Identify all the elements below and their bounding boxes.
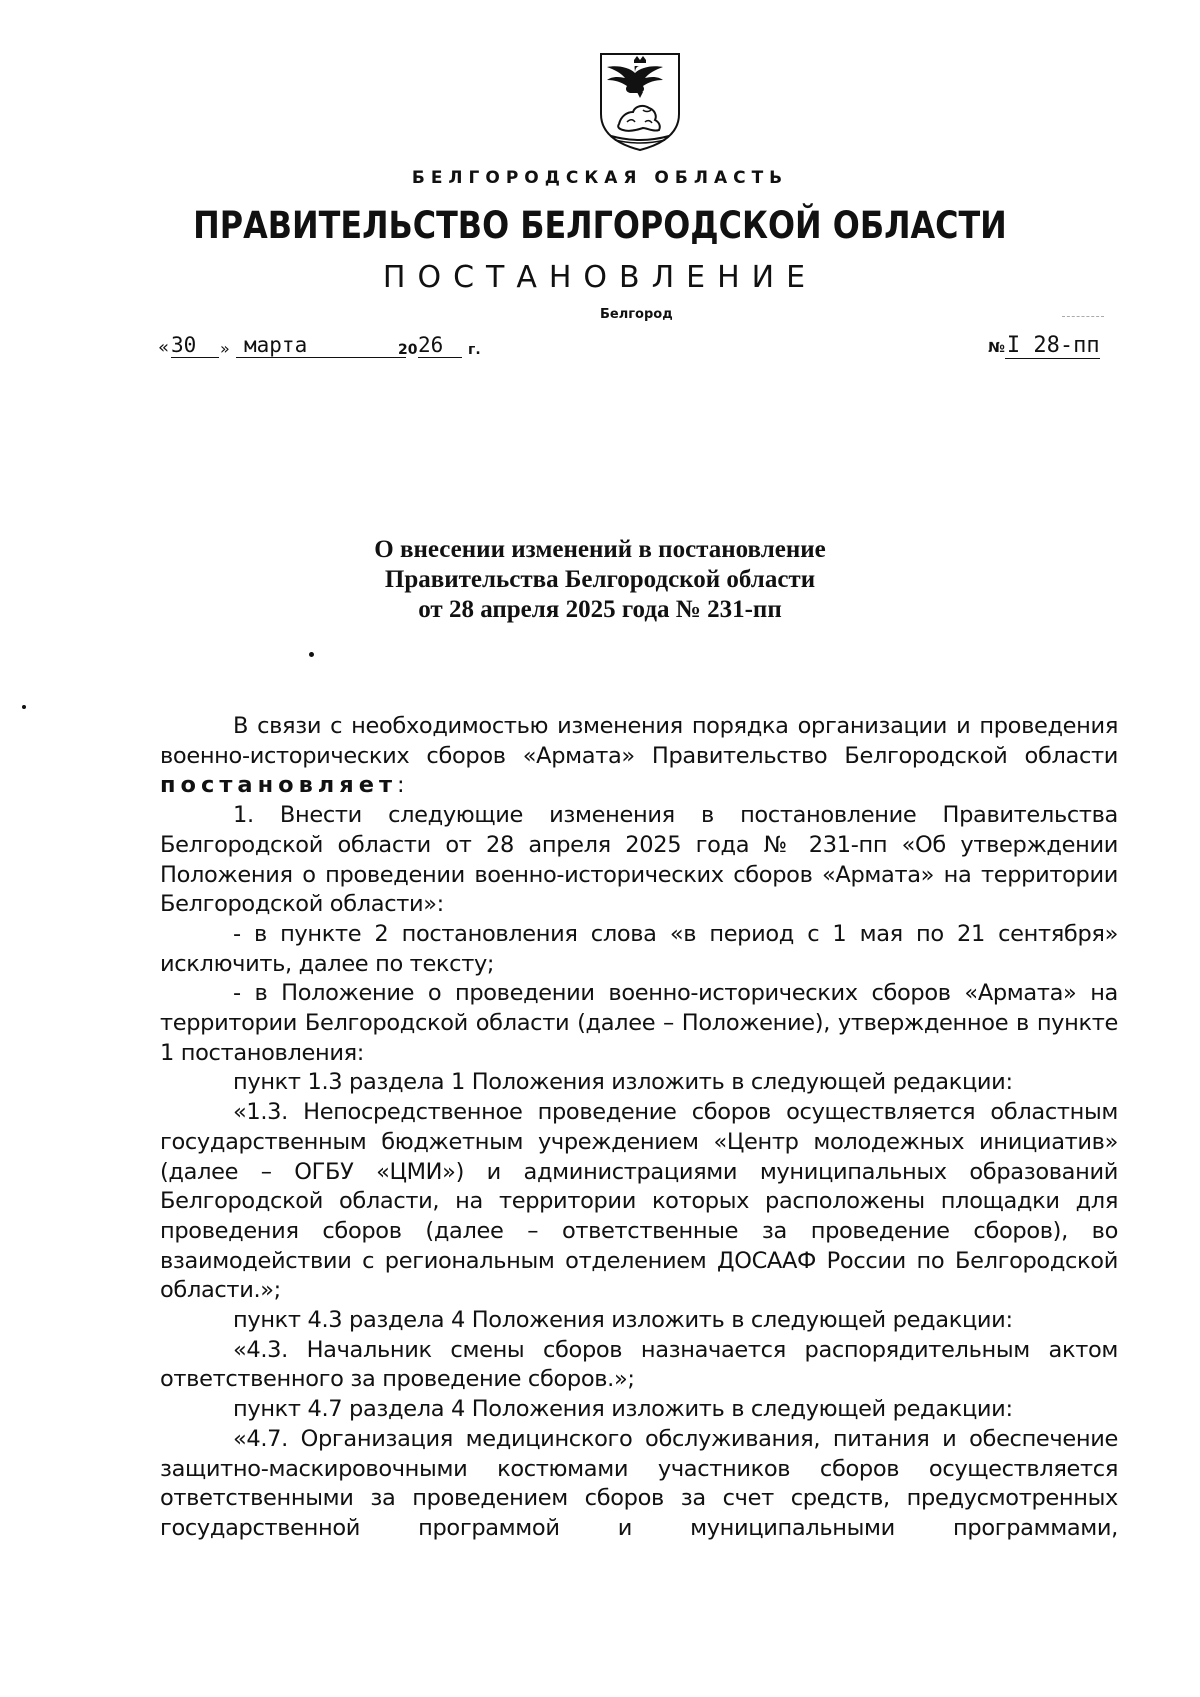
date-quote-open: « bbox=[158, 337, 170, 358]
document-type-heading: ПОСТАНОВЛЕНИЕ bbox=[382, 260, 818, 295]
paragraph-clause-4-7-intro: пункт 4.7 раздела 4 Положения изложить в следующей редакции: bbox=[233, 1396, 1013, 1423]
number-prefix: № bbox=[988, 340, 1005, 356]
title-line-2: Правительства Белгородской области bbox=[384, 566, 816, 593]
city-label: Белгород bbox=[600, 307, 673, 322]
paragraph-clause-4-3: «4.3. Начальник смены сборов назначается распорядительным актом ответственного за проведение сборов.»; bbox=[160, 1336, 1118, 1393]
paragraph-clause-1-3-intro: пункт 1.3 раздела 1 Положения изложить в следующей редакции: bbox=[233, 1069, 1013, 1096]
date-year-suffix: 26 bbox=[418, 333, 462, 358]
date-quote-close: » bbox=[220, 339, 230, 358]
paragraph-clause-4-7: «4.7. Организация медицинского обслуживания, питания и обеспечение защитно-маскировочными костюмами участников сборов осуществляется ответственными за проведением сборов за счет средств, предусмотренных государственной программой и муниципальными программами, bbox=[160, 1425, 1118, 1541]
document-number bbox=[988, 333, 1100, 359]
paragraph-clause-1-3: «1.3. Непосредственное проведение сборов осуществляется областным государственным бюджетным учреждением «Центр молодежных инициатив» (далее – ОГБУ «ЦМИ») и администрациями муниципальных образований Белгородской области, на территории которых расположены площадки для проведения сборов (далее – ответственные за проведение сборов), во взаимодействии с региональным отделением ДОСААФ России по Белгородской области.»; bbox=[160, 1099, 1118, 1304]
belgorod-coat-of-arms-icon bbox=[597, 52, 683, 152]
title-line-3: от 28 апреля 2025 года № 231-пп bbox=[418, 596, 782, 623]
paragraph-clause-4-3-intro: пункт 4.3 раздела 4 Положения изложить в следующей редакции: bbox=[233, 1307, 1013, 1334]
date-year-prefix: 20 bbox=[398, 342, 418, 358]
paragraph-item-1-a: - в пункте 2 постановления слова «в период с 1 мая по 21 сентября» исключить, далее по тексту; bbox=[160, 920, 1118, 977]
title-line-1: О внесении изменений в постановление bbox=[374, 536, 826, 563]
decree-word: постановляет bbox=[160, 772, 398, 799]
document-title bbox=[0, 535, 1200, 625]
scan-dot bbox=[22, 705, 26, 709]
number-value: I 28-пп bbox=[1006, 333, 1100, 358]
scan-mark bbox=[1062, 316, 1104, 318]
date-day: 30 bbox=[171, 333, 219, 358]
government-heading: ПРАВИТЕЛЬСТВО БЕЛГОРОДСКОЙ ОБЛАСТИ bbox=[193, 204, 1007, 247]
paragraph-preamble: В связи с необходимостью изменения порядка организации и проведения военно-исторических сборов «Армата» Правительство Белгородской области постановляет: bbox=[160, 713, 1118, 799]
paragraph-item-1: 1. Внести следующие изменения в постановление Правительства Белгородской области от 28 апреля 2025 года № 231-пп «Об утверждении Положения о проведении военно-исторических сборов «Армата» на территории Белгородской области»: bbox=[160, 802, 1118, 918]
scan-dot bbox=[309, 652, 314, 657]
date-month: марта bbox=[236, 333, 406, 358]
paragraph-item-1-b: - в Положение о проведении военно-исторических сборов «Армата» на территории Белгородской области (далее – Положение), утвержденное в пункте 1 постановления: bbox=[160, 980, 1118, 1066]
region-heading: БЕЛГОРОДСКАЯ ОБЛАСТЬ bbox=[411, 168, 789, 188]
document-body bbox=[160, 712, 1118, 1544]
date-year-mark: г. bbox=[468, 342, 481, 358]
